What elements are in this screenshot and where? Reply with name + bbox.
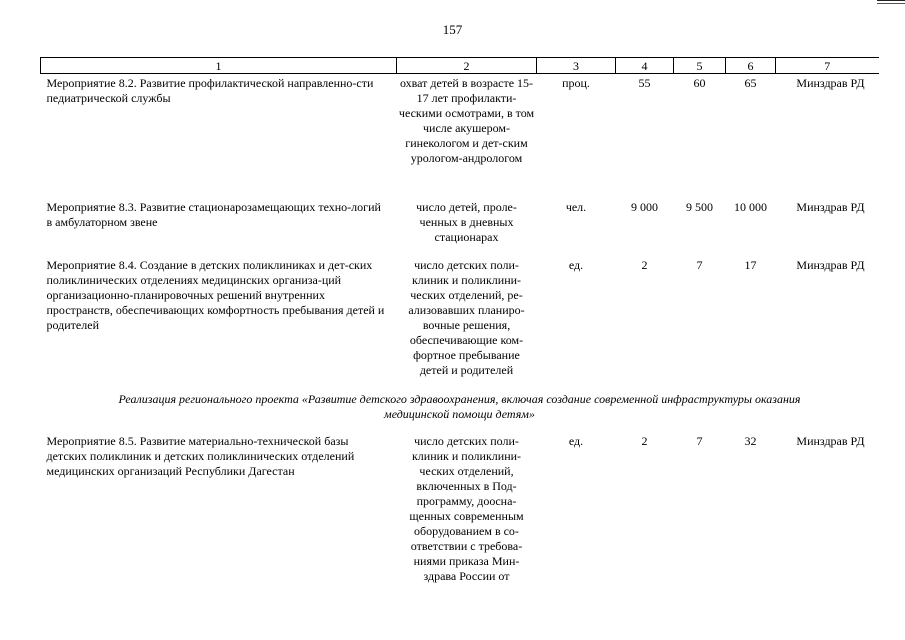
event-cell: Мероприятие 8.4. Создание в детских поликлиниках и дет-ских поликлинических отделениях медицинских организа-ций организационно-планировочных решений внутренних пространств, обеспечивающих комфортность пребывания детей и родителей bbox=[46, 257, 385, 332]
value-col-4: 2 bbox=[641, 257, 648, 272]
value-col-4: 2 bbox=[641, 433, 648, 448]
value-col-5: 7 bbox=[696, 257, 703, 272]
scan-corner-mark bbox=[877, 0, 905, 7]
header-col-1: 1 bbox=[41, 58, 397, 74]
value-col-6: 32 bbox=[744, 433, 757, 448]
value-col-5: 60 bbox=[693, 76, 706, 90]
value-col-4: 9 000 bbox=[631, 199, 658, 214]
value-col-6: 65 bbox=[744, 76, 757, 90]
section-heading-row bbox=[41, 384, 879, 432]
indicator-cell: охват детей в возрасте 15-17 лет профилакти-ческими осмотрами, в том числе акушером-гинекологом и дет-ским урологом-андрологом bbox=[398, 76, 535, 165]
event-cell: Мероприятие 8.2. Развитие профилактической направленно-сти педиатрической службы bbox=[46, 76, 374, 105]
indicator-cell: число детей, проле-ченных в дневных стационарах bbox=[416, 199, 517, 244]
indicator-cell: число детских поли-клиник и поликлини-ческих отделений, ре-ализовавших планиро-вочные решения, обеспечивающие ком-фортное пребывание детей и родителей bbox=[408, 257, 525, 377]
executor-cell: Минздрав РД bbox=[796, 199, 865, 214]
header-col-4: 4 bbox=[616, 58, 674, 74]
header-col-7: 7 bbox=[776, 58, 879, 74]
indicator-cell: число детских поли-клиник и поликлини-ческих отделений, включенных в Под-программу, дооcна-щенных современным оборудованием в со-ответствии с требова-ниями приказа Мин-здрава России от bbox=[409, 433, 524, 583]
table-row bbox=[41, 256, 879, 384]
event-cell: Мероприятие 8.5. Развитие материально-технической базы детских поликлиник и детских поликлинических отделений медицинских организаций Республики Дагестан bbox=[46, 433, 355, 478]
header-col-3: 3 bbox=[537, 58, 616, 74]
executor-cell: Минздрав РД bbox=[796, 433, 865, 448]
page-number: 157 bbox=[442, 22, 463, 37]
value-col-4: 55 bbox=[638, 76, 651, 90]
table-row bbox=[41, 432, 879, 584]
value-col-6: 17 bbox=[744, 257, 757, 272]
table-header bbox=[41, 58, 879, 74]
measures-table bbox=[40, 57, 879, 584]
unit-cell: проц. bbox=[562, 76, 590, 90]
unit-cell: ед. bbox=[568, 433, 584, 448]
section-heading: Реализация регионального проекта «Развитие детского здравоохранения, включая создание современной инфраструктуры оказания медицинской помощи детям» bbox=[118, 391, 801, 421]
table-row bbox=[41, 198, 879, 256]
value-col-6: 10 000 bbox=[734, 199, 767, 214]
header-col-2: 2 bbox=[397, 58, 537, 74]
value-col-5: 9 500 bbox=[686, 199, 713, 214]
value-col-5: 7 bbox=[696, 433, 703, 448]
unit-cell: чел. bbox=[565, 199, 587, 214]
header-col-5: 5 bbox=[674, 58, 726, 74]
executor-cell: Минздрав РД bbox=[796, 76, 865, 90]
event-cell: Мероприятие 8.3. Развитие стационарозамещающих техно-логий в амбулаторном звене bbox=[46, 199, 381, 229]
table-row bbox=[41, 74, 879, 198]
header-col-6: 6 bbox=[726, 58, 776, 74]
executor-cell: Минздрав РД bbox=[796, 257, 865, 272]
unit-cell: ед. bbox=[568, 257, 584, 272]
